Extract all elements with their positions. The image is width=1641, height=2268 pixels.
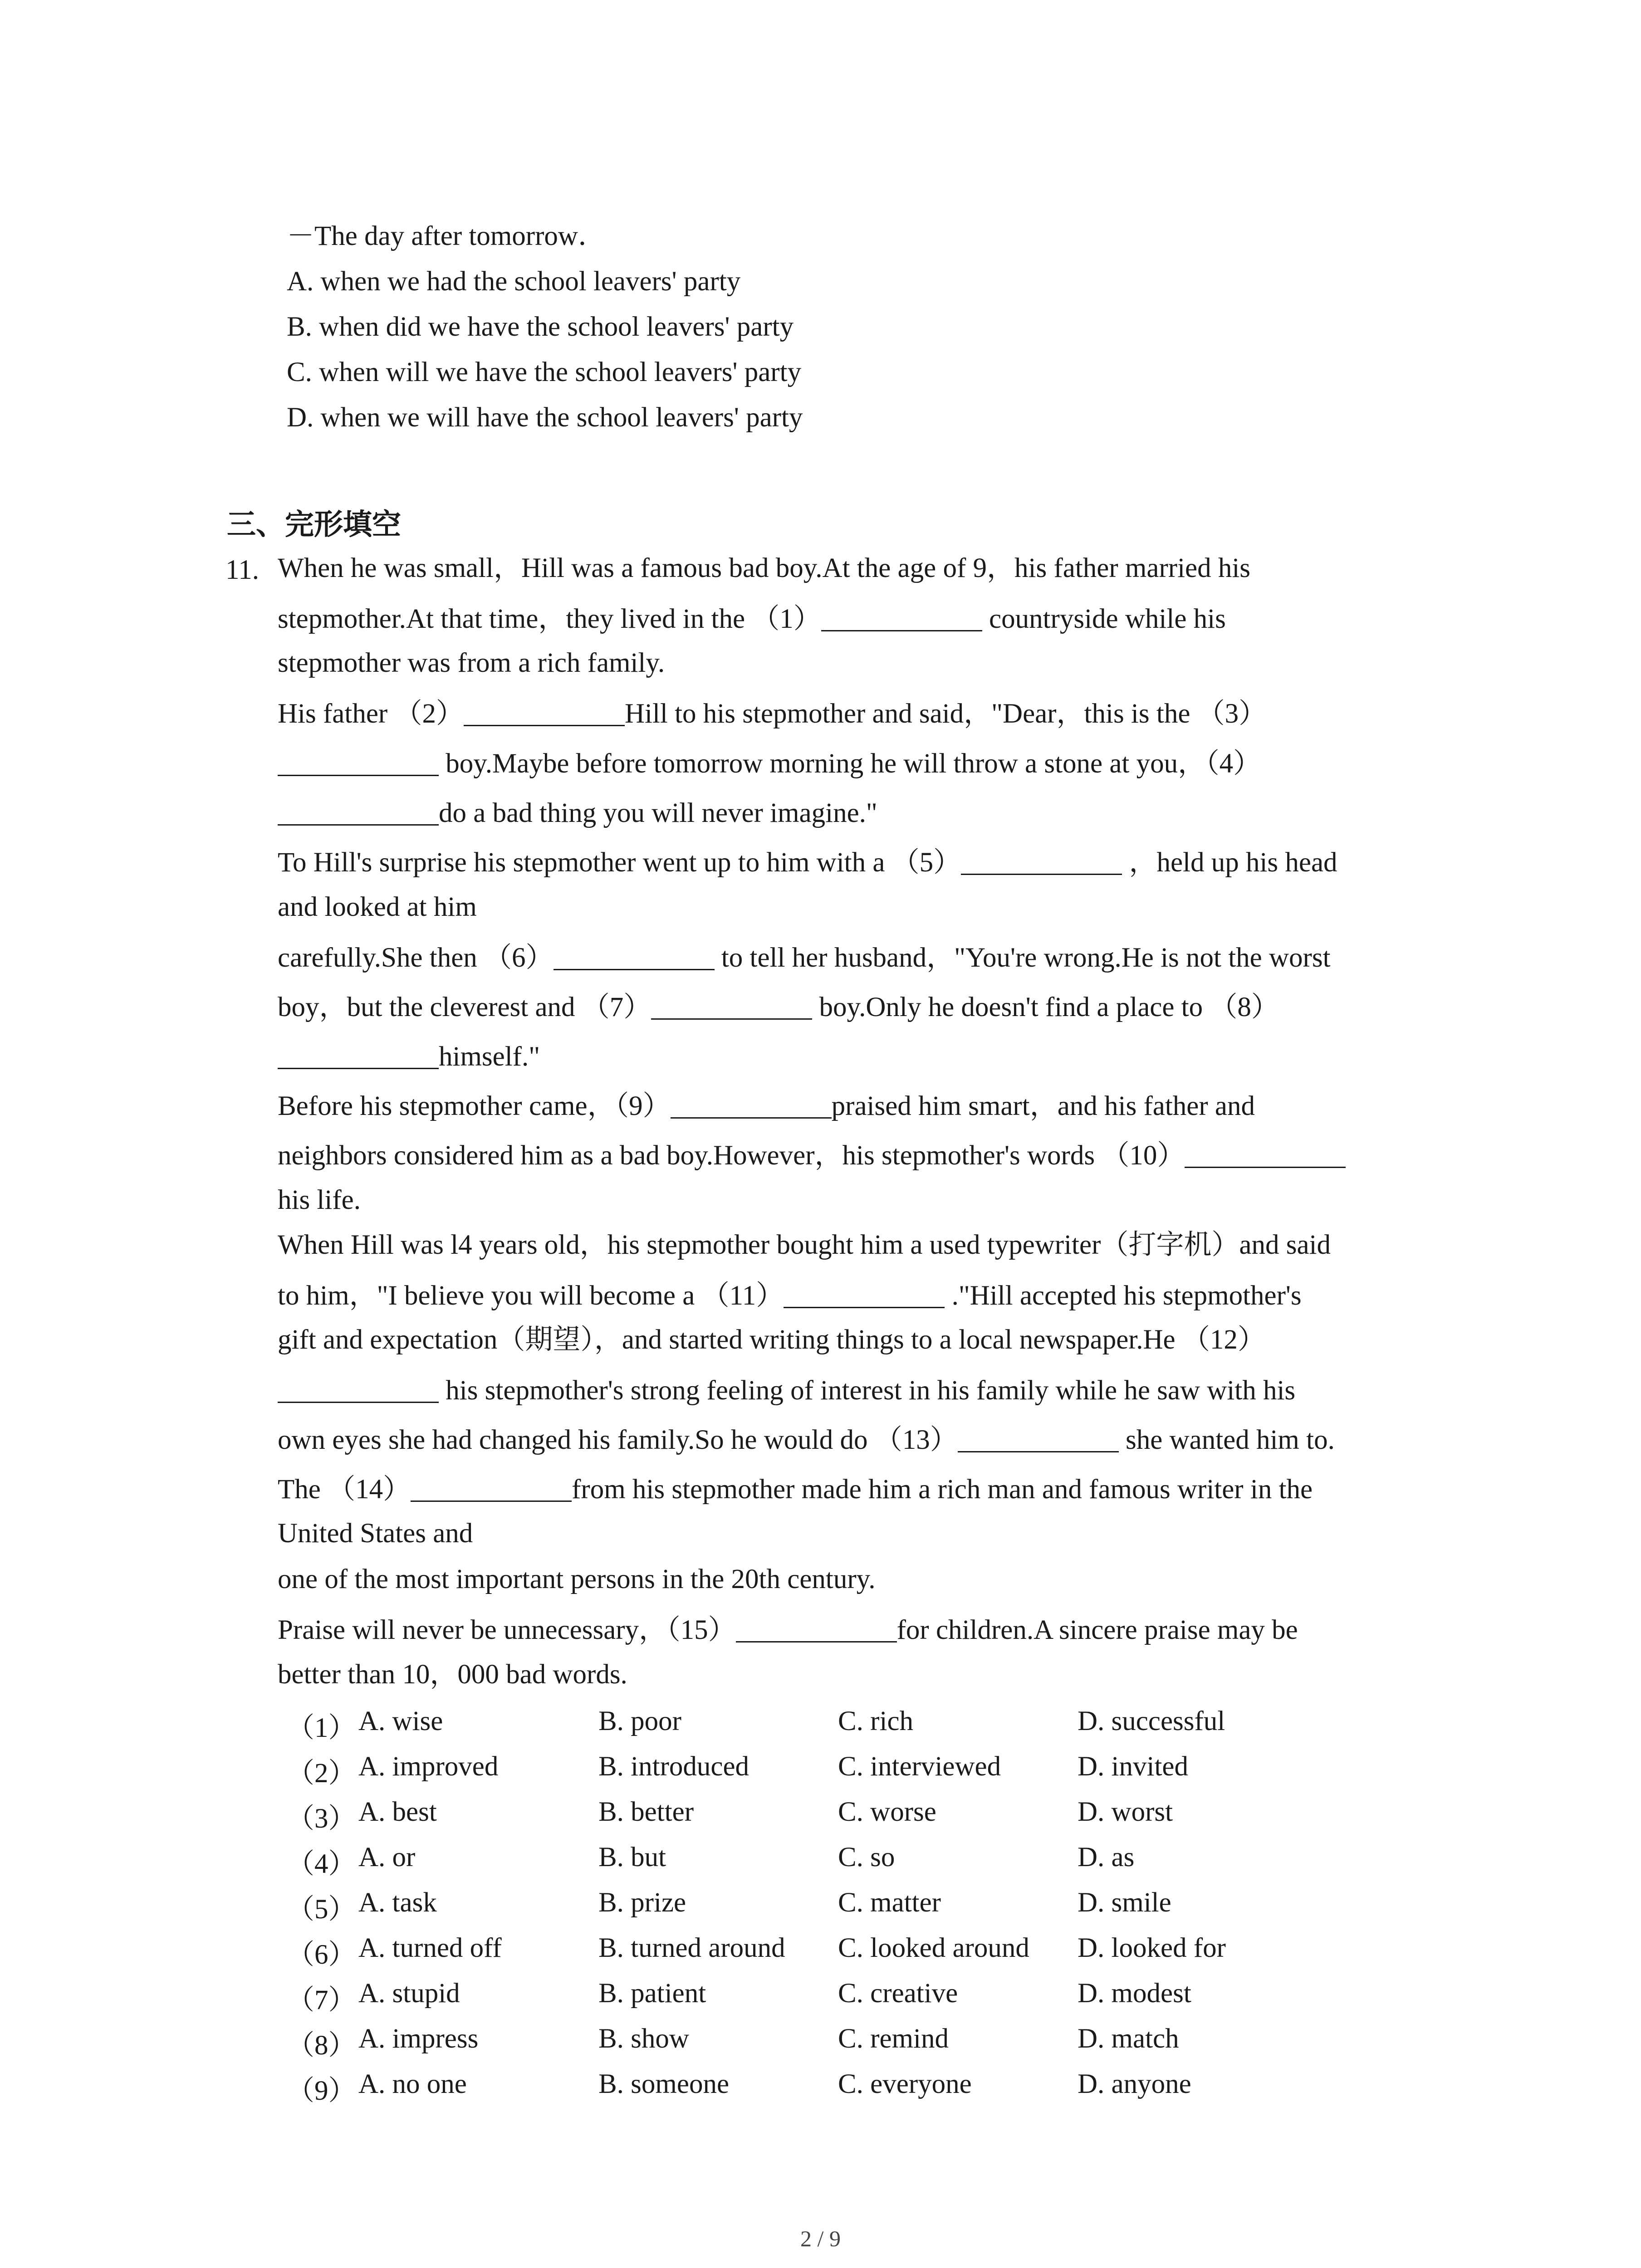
option-b[interactable]: B. turned around (598, 1933, 785, 1963)
option-a[interactable]: A. task (358, 1887, 437, 1918)
option-c[interactable]: C. matter (838, 1887, 941, 1918)
passage-line: himself." (278, 1041, 540, 1070)
option-a[interactable]: A. no one (358, 2069, 467, 2099)
option-c[interactable]: C. worse (838, 1797, 936, 1827)
passage-line: stepmother.At that time，they lived in the （1） countryside while his (278, 604, 1226, 634)
option-d[interactable]: D. invited (1078, 1751, 1188, 1782)
option-b[interactable]: B. introduced (598, 1751, 749, 1782)
option-number: （7） (287, 1985, 356, 2015)
option-d[interactable]: D. smile (1078, 1887, 1171, 1918)
answer-blank[interactable] (1185, 1140, 1346, 1168)
answer-blank[interactable] (958, 1425, 1119, 1452)
option-d[interactable]: D. match (1078, 2024, 1179, 2054)
option-c[interactable]: C. everyone (838, 2069, 972, 2099)
option-a[interactable]: A. impress (358, 2024, 479, 2054)
passage-line: His father （2） Hill to his stepmother and said，"Dear，this is the （3） (278, 699, 1267, 729)
option-c[interactable]: C. remind (838, 2024, 949, 2054)
passage-line: his stepmother's strong feeling of interest in his family while he saw with his (278, 1375, 1295, 1404)
option-number: （8） (287, 2030, 356, 2061)
passage-line: one of the most important persons in the 20th century. (278, 1564, 876, 1594)
question-number: 11. (225, 555, 259, 585)
option-a[interactable]: A. best (358, 1797, 437, 1827)
answer-blank[interactable] (278, 748, 439, 776)
option-number: （9） (287, 2076, 356, 2106)
option-d[interactable]: D. looked for (1078, 1933, 1226, 1963)
passage-line: To Hill's surprise his stepmother went up to him with a （5） ，held up his head (278, 847, 1337, 878)
answer-blank[interactable] (821, 604, 982, 631)
page-number: 2 / 9 (800, 2226, 841, 2251)
section-title: 三、完形填空 (227, 508, 401, 542)
passage-line: boy.Maybe before tomorrow morning he will throw a stone at you，（4） (278, 748, 1261, 777)
option-a[interactable]: A. or (358, 1842, 416, 1872)
option-d[interactable]: D. anyone (1078, 2069, 1191, 2099)
head-line: D. when we will have the school leavers' party (287, 402, 803, 433)
passage-line: carefully.She then （6） to tell her husband，"You're wrong.He is not the worst (278, 943, 1331, 973)
option-b[interactable]: B. patient (598, 1978, 706, 2009)
option-b[interactable]: B. poor (598, 1706, 681, 1736)
passage-line: When Hill was l4 years old，his stepmother bought him a used typewriter（打字机）and said (278, 1230, 1331, 1260)
passage-line: Before his stepmother came，（9） praised him smart，and his father and (278, 1091, 1255, 1121)
option-c[interactable]: C. looked around (838, 1933, 1029, 1963)
option-d[interactable]: D. modest (1078, 1978, 1191, 2009)
option-a[interactable]: A. turned off (358, 1933, 502, 1963)
passage-line: to him，"I believe you will become a （11） ."Hill accepted his stepmother's (278, 1281, 1302, 1311)
answer-blank[interactable] (784, 1281, 945, 1308)
answer-blank[interactable] (651, 992, 812, 1020)
option-number: （4） (287, 1849, 356, 1879)
passage-line: do a bad thing you will never imagine." (278, 798, 877, 827)
option-number: （1） (287, 1713, 356, 1743)
option-c[interactable]: C. creative (838, 1978, 958, 2009)
option-b[interactable]: B. show (598, 2024, 689, 2054)
passage-line: When he was small，Hill was a famous bad boy.At the age of 9，his father married his (278, 553, 1251, 583)
option-number: （5） (287, 1894, 356, 1925)
passage-line: The （14） from his stepmother made him a rich man and famous writer in the (278, 1474, 1313, 1505)
answer-blank[interactable] (464, 699, 625, 726)
answer-blank[interactable] (411, 1474, 572, 1502)
answer-blank[interactable] (554, 943, 715, 970)
passage-line: gift and expectation（期望），and started writing things to a local newspaper.He （12） (278, 1325, 1265, 1355)
passage-line: his life. (278, 1185, 361, 1215)
option-a[interactable]: A. wise (358, 1706, 443, 1736)
option-number: （3） (287, 1804, 356, 1834)
option-c[interactable]: C. so (838, 1842, 895, 1872)
passage-line: neighbors considered him as a bad boy.However，his stepmother's words （10） (278, 1140, 1346, 1169)
passage-line: stepmother was from a rich family. (278, 648, 665, 678)
option-b[interactable]: B. someone (598, 2069, 730, 2099)
option-d[interactable]: D. as (1078, 1842, 1135, 1872)
option-number: （2） (287, 1758, 356, 1789)
option-a[interactable]: A. stupid (358, 1978, 460, 2009)
option-c[interactable]: C. interviewed (838, 1751, 1001, 1782)
option-b[interactable]: B. but (598, 1842, 666, 1872)
passage-line: boy，but the cleverest and （7） boy.Only he doesn't find a place to （8） (278, 992, 1279, 1022)
passage-line: better than 10，000 bad words. (278, 1659, 627, 1690)
option-number: （6） (287, 1940, 356, 1970)
option-d[interactable]: D. worst (1078, 1797, 1173, 1827)
answer-blank[interactable] (961, 847, 1122, 875)
answer-blank[interactable] (736, 1615, 897, 1642)
passage-line: and looked at him (278, 892, 477, 922)
head-line: C. when will we have the school leavers' party (287, 357, 802, 387)
option-b[interactable]: B. prize (598, 1887, 686, 1918)
head-line: －The day after tomorrow． (287, 221, 606, 251)
answer-blank[interactable] (278, 1375, 439, 1403)
option-d[interactable]: D. successful (1078, 1706, 1225, 1736)
head-line: B. when did we have the school leavers' party (287, 312, 794, 342)
option-c[interactable]: C. rich (838, 1706, 914, 1736)
passage-line: own eyes she had changed his family.So he would do （13） she wanted him to. (278, 1425, 1335, 1455)
passage-line: United States and (278, 1518, 473, 1549)
head-line: A. when we had the school leavers' party (287, 266, 741, 297)
option-a[interactable]: A. improved (358, 1751, 499, 1782)
answer-blank[interactable] (278, 798, 439, 826)
answer-blank[interactable] (671, 1091, 832, 1119)
option-b[interactable]: B. better (598, 1797, 694, 1827)
answer-blank[interactable] (278, 1041, 439, 1069)
passage-line: Praise will never be unnecessary，（15） for children.A sincere praise may be (278, 1615, 1298, 1645)
